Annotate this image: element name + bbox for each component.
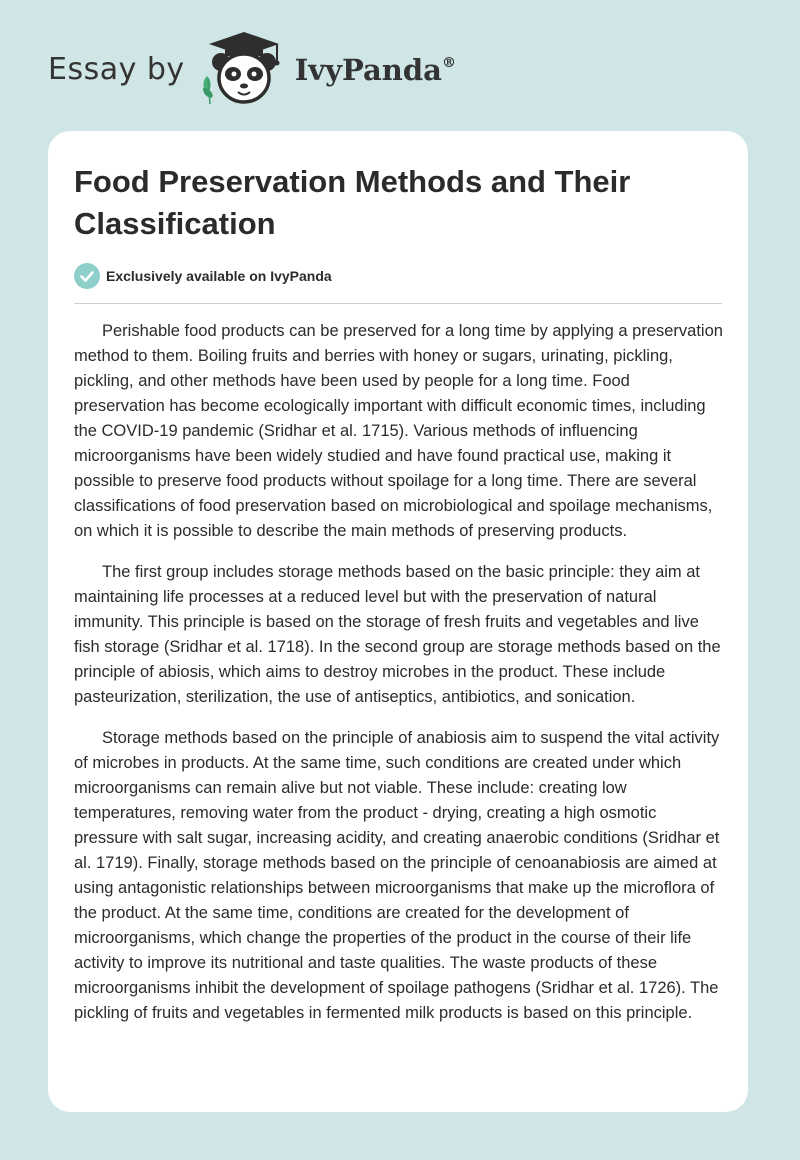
- exclusive-badge: [74, 263, 332, 289]
- brand-name[interactable]: [295, 53, 456, 87]
- exclusive-badge-label: Exclusively available on IvyPanda: [106, 268, 332, 284]
- site-header: [48, 32, 456, 112]
- essay-card: [48, 131, 748, 1112]
- essay-by-label: Essay by: [48, 51, 185, 87]
- paragraph: The first group includes storage methods based on the basic principle: they aim at maintaining life processes at a reduced level but with the preservation of natural immunity. This principle is based on the storage of fresh fruits and vegetables and live fish storage (Sridhar et al. 1718). In the second group are storage methods based on the principle of abiosis, which aims to destroy microbes in the product. These include pasteurization, sterilization, the use of antiseptics, antibiotics, and sonication.: [74, 563, 721, 706]
- title-divider: [74, 303, 722, 304]
- essay-body: [74, 319, 724, 1042]
- brand-label: IvyPanda: [294, 53, 442, 87]
- registered-mark: ®: [441, 55, 456, 71]
- paragraph: Storage methods based on the principle of anabiosis aim to suspend the vital activity of microbes in products. At the same time, such conditions are created under which microorganisms can remain alive but not viable. These include: creating low temperatures, removing water from the product - drying, creating a high osmotic pressure with salt sugar, increasing acidity, and creating anaerobic conditions (Sridhar et al. 1719). Finally, storage methods based on the principle of cenoanabiosis are aimed at using antagonistic relationships between microorganisms that make up the microflora of the product. At the same time, conditions are created for the development of microorganisms, which change the properties of the product in the course of their life activity to improve its nutritional and taste qualities. The waste products of these microorganisms inhibit the development of spoilage pathogens (Sridhar et al. 1726). The pickling of fruits and vegetables in fermented milk products is based on this principle.: [74, 729, 720, 1022]
- panda-mascot-icon[interactable]: [199, 32, 289, 112]
- essay-title: Food Preservation Methods and Their Classification: [74, 164, 631, 241]
- check-badge-icon: [74, 263, 100, 289]
- paragraph: Perishable food products can be preserved for a long time by applying a preservation method to them. Boiling fruits and berries with honey or sugars, urinating, pickling, pickling, and other methods have been used by people for a long time. Food preservation has become ecologically important with difficult economic times, including the COVID-19 pandemic (Sridhar et al. 1715). Various methods of influencing microorganisms have been widely studied and have found practical use, making it possible to preserve food products without spoilage for a long time. There are several classifications of food preservation based on microbiological and spoilage mechanisms, on which it is possible to describe the main methods of preserving products.: [74, 322, 723, 540]
